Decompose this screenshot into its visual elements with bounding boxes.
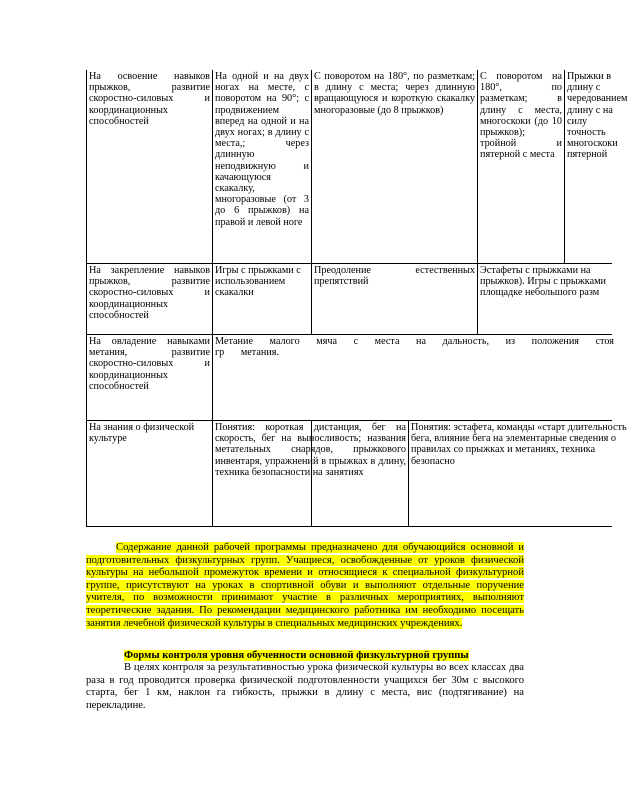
table-cell-r2-goal: На закрепление навыков прыжков, развитие скоростно-силовых и координационных способностей xyxy=(89,265,210,321)
table-cell-r1-c2: На одной и на двух ногах на месте, с поворотом на 90°; с продвижением вперед на одной и на двух ногах; в длину с места,; через длинную неподвижную и качающуюся скакалку, многоразовые (от 3 до 6 прыжков) на правой и левой ноге xyxy=(215,71,309,228)
table-cell-r2-c2: Игры с прыжками с использованием скакалки xyxy=(215,265,301,299)
table-cell-r1-goal: На освоение навыков прыжков, развитие скоростно-силовых и координационных способностей xyxy=(89,71,210,127)
table-cell-r1-c4: С поворотом на 180°, по разметкам; в длину с места, многоскоки (до 10 прыжков); тройной и пятерной с места xyxy=(480,71,562,161)
curriculum-table xyxy=(86,70,628,527)
row-divider-3 xyxy=(86,420,612,421)
table-cell-r4-c45: Понятия: эстафета, команды «старт длительность бега, влияние бега на элементарные сведения о правилах со прыжках и метаниях, техника безопасно xyxy=(411,422,627,467)
table-cell-r4-c23: Понятия: короткая дистанция, бег на скорость, бег на выносливость; названия метательных снарядов, прыжкового инвентаря, упражнений в прыжках в длину, техника безопасности на занятиях xyxy=(215,422,406,478)
table-cell-r1-c5: Прыжки в длину с чередованием длину с на силу точность многоскоки пятерной xyxy=(567,71,628,161)
table-cell-r2-c45: Эстафеты с прыжками на прыжков). Игры с прыжками площадке небольшого разм xyxy=(480,265,606,299)
table-cell-r2-c3: Преодоление естественных препятствий xyxy=(314,265,475,288)
row-divider-2 xyxy=(86,334,612,335)
highlighted-text: Содержание данной рабочей программы предназначено для обучающийся основной и подготовительных физкультурных групп. Учащиеся, освобожденные от уроков физической культуры на небольшой промежуток времени и относящиеся к специальной физкультурной группе, присутствуют на уроках в спортивной обуви и выполняют отдельные поручение учителя, по возможности принимают участие в различных мероприятиях, выполняют теоретические задания. По рекомендации медицинского работника им необходимо посещать занятия лечебной физической культуры в специальных медицинских учреждениях. xyxy=(86,542,524,629)
section-heading xyxy=(124,650,469,661)
program-content-paragraph xyxy=(86,542,524,630)
table-cell-r3-content: Метание малого мяча с места на дальность, из положения стоя гр метания. xyxy=(215,336,614,359)
row-divider-1 xyxy=(86,263,612,264)
section-heading-text: Формы контроля уровня обученности основной физкультурной группы xyxy=(124,650,469,661)
table-cell-r3-goal: На овладение навыками метания, развитие скоростно-силовых и координационных способностей xyxy=(89,336,210,392)
table-border-bottom xyxy=(86,526,612,527)
table-cell-r4-goal: На знания о физической культуре xyxy=(89,422,195,445)
control-paragraph: В целях контроля за результативностью урока физической культуры во всех классах два раза в год проводится проверка физической подготовленности учащихся бег 30м с высокого старта, бег 1 км, наклон га гибкость, прыжки в длину с места, вис (подтягивание) на перекладине. xyxy=(86,662,524,711)
table-cell-r1-c3: С поворотом на 180°, по разметкам; в длину с места; через длинную вращающуюся и короткую скакалку многоразовые (до 8 прыжков) xyxy=(314,71,475,116)
